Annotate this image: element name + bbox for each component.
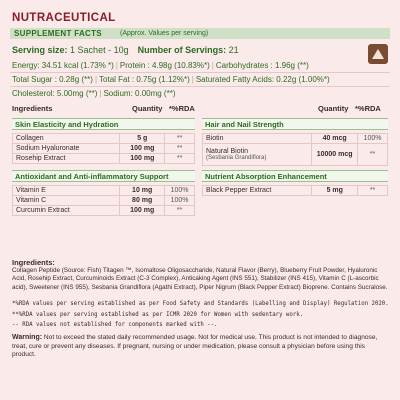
carbohydrates-value: Carbohydrates : 1.96g (**) <box>215 61 309 70</box>
ingredient-source: (Sesbania Grandiflora) <box>206 155 267 161</box>
ingredient-rda: 100% <box>165 186 195 196</box>
ingredient-name: Sodium Hyaluronate <box>13 144 120 154</box>
ingredients-column-header: Ingredients <box>12 104 53 113</box>
ingredient-rda: ** <box>165 134 195 144</box>
warning-block <box>12 334 390 360</box>
hair-section-header: Hair and Nail Strength <box>202 118 388 130</box>
category-title: NUTRACEUTICAL <box>12 12 116 24</box>
table-row <box>203 134 388 144</box>
ingredient-rda: 100% <box>165 196 195 206</box>
table-row <box>13 186 195 196</box>
ingredient-name-cell <box>203 144 312 166</box>
table-row <box>13 134 195 144</box>
ingredient-qty: 100 mg <box>120 154 165 164</box>
warning-label: Warning: <box>12 334 43 341</box>
warning-text: Not to exceed the stated daily recommended usage. Not for medical use. This product is not intended to diagnose, treat, cure or prevent any diseases. If pregnant, nursing or under medication, please consult a physician before using this product. <box>12 334 378 359</box>
footnote-1: *%RDA values per serving established as per Food Safety and Standards (Labelling and Display) Regulation 2020. <box>12 301 389 307</box>
servings-count-value: 21 <box>228 45 239 55</box>
protein-value: Protein : 4.98g (10.83%*) <box>119 61 210 70</box>
hair-table <box>202 133 388 166</box>
ingredient-rda: ** <box>165 144 195 154</box>
table-row <box>203 186 388 196</box>
table-row <box>13 154 195 164</box>
rda-right-column-header: *%RDA <box>355 104 381 113</box>
serving-icon <box>368 44 388 64</box>
antioxidant-table <box>12 185 195 216</box>
ingredient-qty: 5 mg <box>312 186 358 196</box>
skin-table <box>12 133 195 164</box>
ingredient-name: Biotin <box>203 134 312 144</box>
serving-size-value: 1 Sachet - 10g <box>70 45 129 55</box>
ingredient-name: Curcumin Extract <box>13 206 120 216</box>
quantity-right-column-header: Quantity <box>318 104 349 113</box>
ingredient-rda: ** <box>165 154 195 164</box>
ingredient-qty: 10000 mcg <box>312 144 358 166</box>
ingredient-qty: 40 mcg <box>312 134 358 144</box>
ingredients-list: Collagen Peptide (Source: Fish) Titagen ™, Isomaltose Oligosaccharide, Natural Flavor (Berry), Blueberry Fruit Powder, Hyaluronic Acid, Rosehip Extract, Curcuminoids Extract (C-3 Complex), Anticaking Agent (INS 551), Stabilizer (INS 415), Vitamin C (L-ascorbic acid), Sweetener (INS 955), Sesbania Grandiflora (Agathi Extract), Piper Nigrum (Black Pepper Extract) Bioprene. Contains Sucralose. <box>12 267 388 291</box>
cholesterol-value: Cholesterol: 5.00mg (**) <box>12 89 98 98</box>
table-row <box>13 144 195 154</box>
antioxidant-section-header: Antioxidant and Anti-inflammatory Support <box>12 170 195 182</box>
ingredient-name: Rosehip Extract <box>13 154 120 164</box>
supplement-facts-bar <box>10 28 390 39</box>
table-row <box>13 196 195 206</box>
ingredient-rda: ** <box>358 186 388 196</box>
rda-column-header: *%RDA <box>169 104 195 113</box>
ingredient-name: Vitamin C <box>13 196 120 206</box>
ingredient-rda: 100% <box>358 134 388 144</box>
ingredient-qty: 5 g <box>120 134 165 144</box>
skin-section-header: Skin Elasticity and Hydration <box>12 118 195 130</box>
sodium-value: Sodium: 0.00mg (**) <box>103 89 176 98</box>
ingredient-qty: 10 mg <box>120 186 165 196</box>
ingredient-qty: 100 mg <box>120 144 165 154</box>
ingredient-name: Collagen <box>13 134 120 144</box>
supplement-facts-note: (Approx. Values per serving) <box>120 29 209 37</box>
ingredient-rda: ** <box>358 144 388 166</box>
absorption-section-header: Nutrient Absorption Enhancement <box>202 170 388 182</box>
nutrition-line-3: Cholesterol: 5.00mg (**) | Sodium: 0.00mg (**) <box>12 89 176 98</box>
table-row <box>13 206 195 216</box>
ingredient-qty: 80 mg <box>120 196 165 206</box>
footnote-2: **%RDA values per serving established as per ICMR 2020 for Women with sedentary work. <box>12 312 304 318</box>
energy-value: Energy: 34.51 kcal (1.73% *) <box>12 61 114 70</box>
serving-size-label: Serving size: <box>12 45 68 55</box>
total-fat-value: Total Fat : 0.75g (1.12%*) <box>99 75 190 84</box>
table-row <box>203 144 388 166</box>
supplement-facts-title: SUPPLEMENT FACTS <box>14 29 102 38</box>
nutrition-line-2: Total Sugar : 0.28g (**) | Total Fat : 0.75g (1.12%*) | Saturated Fatty Acids: 0.22g (1.00%*) <box>12 75 330 84</box>
quantity-column-header: Quantity <box>132 104 163 113</box>
servings-count-label: Number of Servings: <box>137 45 227 55</box>
serving-info <box>12 45 239 55</box>
ingredient-name: Natural Biotin <box>206 148 249 155</box>
ingredients-heading: Ingredients: <box>12 258 55 267</box>
total-sugar-value: Total Sugar : 0.28g (**) <box>12 75 93 84</box>
ingredient-rda: ** <box>165 206 195 216</box>
ingredient-qty: 100 mg <box>120 206 165 216</box>
absorption-table <box>202 185 388 196</box>
ingredient-name: Black Pepper Extract <box>203 186 312 196</box>
ingredient-name: Vitamin E <box>13 186 120 196</box>
saturated-fat-value: Saturated Fatty Acids: 0.22g (1.00%*) <box>195 75 330 84</box>
footnote-3: -- RDA values not established for components marked with --. <box>12 322 218 328</box>
nutrition-line-1: Energy: 34.51 kcal (1.73% *) | Protein : 4.98g (10.83%*) | Carbohydrates : 1.96g (**) <box>12 61 309 70</box>
